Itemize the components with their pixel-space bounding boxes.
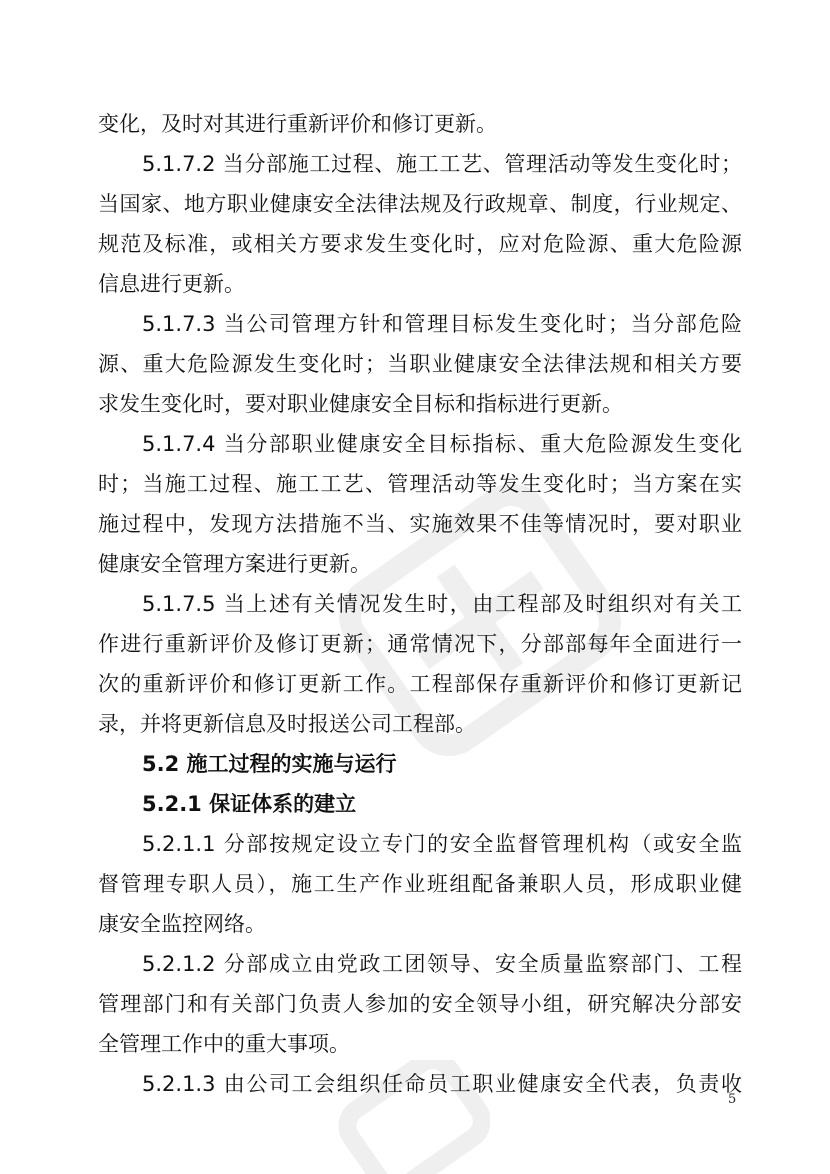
text-line: 5.1.7.3 当公司管理方针和管理目标发生变化时；当分部危险	[142, 312, 742, 336]
text-line: 信息进行更新。	[98, 272, 245, 296]
text-line: 变化，及时对其进行重新评价和修订更新。	[98, 112, 497, 136]
section-heading: 5.2.1 保证体系的建立	[142, 792, 357, 816]
text-line: 5.1.7.5 当上述有关情况发生时，由工程部及时组织对有关工	[142, 592, 742, 616]
text-line: 规范及标准，或相关方要求发生变化时，应对危险源、重大危险源	[98, 232, 742, 256]
text-line: 次的重新评价和修订更新工作。工程部保存重新评价和修订更新记	[98, 672, 742, 696]
text-line: 施过程中，发现方法措施不当、实施效果不佳等情况时，要对职业	[98, 512, 742, 536]
text-line: 作进行重新评价及修订更新；通常情况下，分部部每年全面进行一	[98, 632, 742, 656]
section-heading: 5.2 施工过程的实施与运行	[142, 752, 397, 776]
text-line: 全管理工作中的重大事项。	[98, 1032, 350, 1056]
text-line: 录，并将更新信息及时报送公司工程部。	[98, 712, 476, 736]
text-line: 5.1.7.2 当分部施工过程、施工工艺、管理活动等发生变化时；	[142, 152, 742, 176]
page-number: 5	[728, 1092, 737, 1107]
text-line: 当国家、地方职业健康安全法律法规及行政规章、制度，行业规定、	[98, 192, 742, 216]
text-line: 5.2.1.1 分部按规定设立专门的安全监督管理机构（或安全监	[142, 832, 742, 856]
text-line: 管理部门和有关部门负责人参加的安全领导小组，研究解决分部安	[98, 992, 742, 1016]
text-line: 源、重大危险源发生变化时；当职业健康安全法律法规和相关方要	[98, 352, 742, 376]
text-line: 求发生变化时，要对职业健康安全目标和指标进行更新。	[98, 392, 623, 416]
document-body	[98, 104, 742, 1104]
text-line: 5.1.7.4 当分部职业健康安全目标指标、重大危险源发生变化	[142, 432, 742, 456]
text-line: 5.2.1.2 分部成立由党政工团领导、安全质量监察部门、工程	[142, 952, 742, 976]
text-line: 督管理专职人员），施工生产作业班组配备兼职人员，形成职业健	[98, 872, 742, 896]
text-line: 时；当施工过程、施工工艺、管理活动等发生变化时；当方案在实	[98, 472, 742, 496]
text-line: 健康安全管理方案进行更新。	[98, 552, 371, 576]
text-line: 5.2.1.3 由公司工会组织任命员工职业健康安全代表，负责收	[142, 1072, 742, 1096]
text-line: 康安全监控网络。	[98, 912, 266, 936]
